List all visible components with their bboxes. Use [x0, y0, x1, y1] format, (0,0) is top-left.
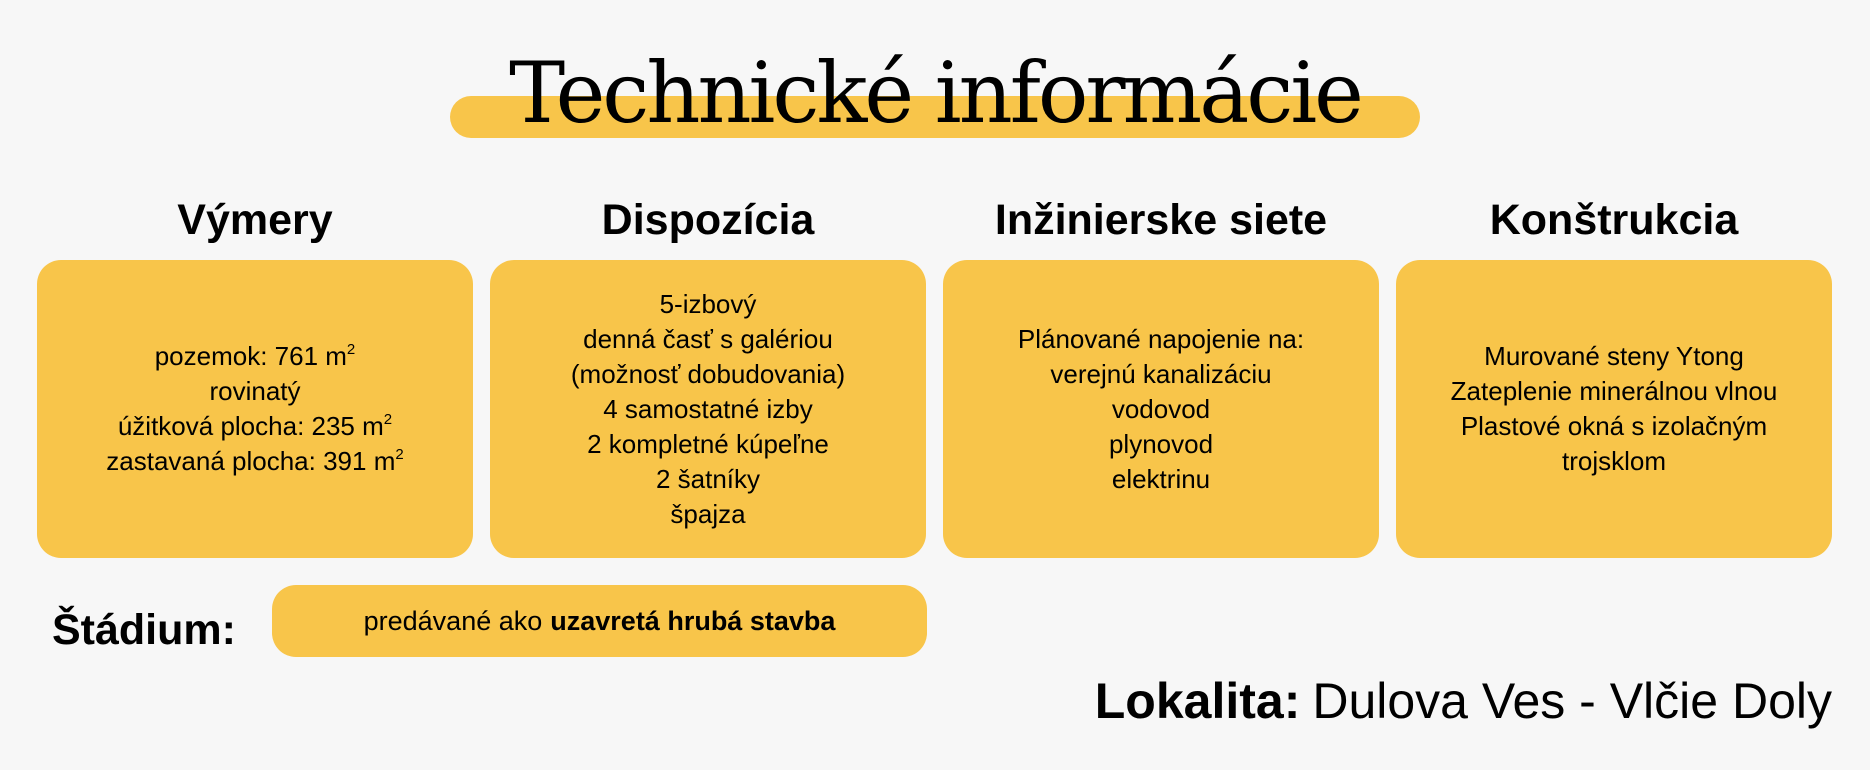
card-line-text: pozemok: 761 m	[154, 341, 347, 371]
card-line-text: elektrinu	[1111, 463, 1211, 494]
card-line-text: 2 šatníky	[655, 463, 761, 494]
card-line	[1018, 427, 1304, 462]
card-lines	[1018, 322, 1304, 497]
card-line	[1451, 444, 1778, 479]
card-inzinierske-siete	[943, 260, 1379, 558]
card-line	[1018, 392, 1304, 427]
card-line	[571, 287, 845, 322]
page-title: Technické informácie	[509, 44, 1361, 142]
unit-superscript: 2	[383, 411, 393, 428]
card-vymery	[37, 260, 473, 558]
card-line	[571, 322, 845, 357]
stage-value: uzavretá hrubá stavba	[550, 605, 836, 636]
card-konstrukcia	[1396, 260, 1832, 558]
card-line-text: Murované steny Ytong	[1484, 341, 1744, 371]
card-line	[106, 444, 403, 479]
title-area	[0, 38, 1870, 148]
card-lines	[1451, 339, 1778, 479]
card-line	[571, 427, 845, 462]
heading-dispozicia: Dispozícia	[601, 196, 815, 244]
card-line	[571, 497, 845, 532]
stage-pill	[272, 585, 927, 657]
card-line-text: verejnú kanalizáciu	[1050, 358, 1272, 389]
card-line	[1018, 357, 1304, 392]
stage-label: Štádium:	[52, 606, 236, 654]
card-line-text: denná časť s galériou	[583, 323, 833, 354]
stage-prefix: predávané ako	[363, 605, 543, 636]
card-line	[1451, 409, 1778, 444]
card-line-text: plynovod	[1108, 428, 1214, 459]
card-line-text: Plastové okná s izolačným	[1460, 411, 1768, 441]
card-dispozicia	[490, 260, 926, 558]
unit-superscript: 2	[346, 341, 356, 358]
card-line	[1018, 462, 1304, 497]
card-line-text: zastavaná plocha: 391 m	[106, 446, 396, 476]
heading-vymery: Výmery	[177, 196, 333, 244]
card-line-text: úžitková plocha: 235 m	[117, 411, 384, 441]
card-line-text: Plánované napojenie na:	[1017, 323, 1305, 354]
card-line-text: trojsklom	[1561, 446, 1666, 476]
card-line	[571, 357, 845, 392]
location	[1095, 668, 1832, 734]
card-line	[1018, 322, 1304, 357]
card-line	[106, 409, 403, 444]
card-line	[1451, 374, 1778, 409]
card-line-text: 5-izbový	[659, 288, 757, 319]
card-line-text: 4 samostatné izby	[603, 393, 813, 424]
location-label: Lokalita:	[1094, 673, 1301, 729]
card-line-text: Zateplenie minerálnou vlnou	[1450, 376, 1778, 406]
card-line	[106, 374, 403, 409]
card-line	[106, 339, 403, 374]
unit-superscript: 2	[395, 446, 404, 463]
card-line	[571, 462, 845, 497]
card-line-text: vodovod	[1111, 393, 1211, 424]
card-line-text: rovinatý	[209, 376, 301, 406]
card-line-text: špajza	[670, 498, 746, 529]
card-line	[571, 392, 845, 427]
heading-inzinierske-siete: Inžinierske siete	[994, 196, 1328, 244]
card-line-text: (možnosť dobudovania)	[570, 358, 846, 389]
heading-konstrukcia: Konštrukcia	[1489, 196, 1739, 244]
card-line	[1451, 339, 1778, 374]
card-line-text: 2 kompletné kúpeľne	[587, 428, 829, 459]
card-lines	[106, 339, 403, 479]
card-lines	[571, 287, 845, 532]
location-value: Dulova Ves - Vlčie Doly	[1312, 673, 1832, 729]
